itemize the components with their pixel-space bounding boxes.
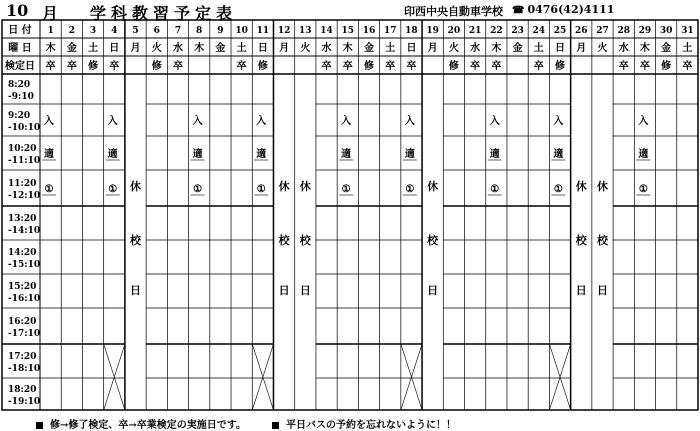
day-exam-mark: 修 <box>151 61 162 72</box>
holiday-label: 休 <box>299 180 311 193</box>
day-exam-mark: 修 <box>364 61 374 72</box>
slot-end-time: -10:10 <box>8 123 41 133</box>
class-mark: 適 <box>256 149 267 160</box>
day-exam-mark: 卒 <box>639 61 650 72</box>
class-mark: 適 <box>553 149 564 160</box>
day-exam-mark: 修 <box>555 61 566 72</box>
class-mark: ① <box>341 184 351 195</box>
slot-end-time: -19:10 <box>8 397 41 407</box>
class-mark: ① <box>108 184 118 195</box>
row-label-weekday: 曜 日 <box>8 43 32 54</box>
slot-start-time: 15:20 <box>8 282 37 292</box>
slot-end-time: -15:10 <box>8 260 41 270</box>
day-weekday: 月 <box>427 43 438 54</box>
day-weekday: 土 <box>533 43 544 54</box>
holiday-label: 日 <box>299 284 311 297</box>
day-weekday: 木 <box>45 43 56 54</box>
day-date: 20 <box>447 26 461 36</box>
day-date: 22 <box>490 26 503 36</box>
holiday-label: 校 <box>575 234 587 247</box>
day-exam-mark: 修 <box>88 61 99 72</box>
holiday-label: 日 <box>575 284 587 297</box>
day-date: 1 <box>47 26 54 36</box>
day-date: 17 <box>383 26 397 36</box>
day-weekday: 日 <box>257 43 268 54</box>
slot-start-time: 17:20 <box>8 352 37 362</box>
day-weekday: 火 <box>151 43 162 54</box>
class-mark: 入 <box>107 116 118 127</box>
class-mark: 入 <box>341 116 352 127</box>
class-mark: 入 <box>192 116 203 127</box>
row-label-exam: 検定日 <box>5 61 35 72</box>
day-weekday: 土 <box>236 43 247 54</box>
day-exam-mark: 卒 <box>470 61 481 72</box>
day-exam-mark: 卒 <box>321 61 332 72</box>
day-date: 26 <box>574 26 588 36</box>
legend-note-exams: 修→修了検定、卒→卒業検定の実施日です。 <box>50 420 246 431</box>
holiday-label: 日 <box>596 284 608 297</box>
day-weekday: 水 <box>470 43 481 54</box>
day-weekday: 木 <box>491 43 502 54</box>
day-exam-mark: 卒 <box>236 61 247 72</box>
month-number: 10 <box>6 1 29 20</box>
day-date: 3 <box>89 26 97 36</box>
phone-text: 0476(42)4111 <box>527 3 615 16</box>
holiday-label: 休 <box>575 180 587 193</box>
day-weekday: 土 <box>682 43 693 54</box>
day-exam-mark: 卒 <box>618 61 629 72</box>
day-date: 30 <box>659 26 673 36</box>
day-weekday: 日 <box>406 43 417 54</box>
slot-start-time: 10:20 <box>8 144 37 154</box>
day-date: 5 <box>132 26 139 36</box>
day-date: 15 <box>341 26 355 36</box>
holiday-label: 休 <box>596 180 608 193</box>
day-exam-mark: 卒 <box>682 61 693 72</box>
class-mark: 入 <box>489 116 500 127</box>
slot-start-time: 9:20 <box>8 111 31 121</box>
day-exam-mark: 卒 <box>45 61 56 72</box>
day-date: 7 <box>174 26 182 36</box>
slot-end-time: -14:10 <box>8 226 41 236</box>
class-mark: 入 <box>638 116 649 127</box>
holiday-label: 校 <box>130 234 142 247</box>
legend <box>36 416 456 431</box>
slot-end-time: -9:10 <box>8 92 34 102</box>
class-mark: 入 <box>256 116 267 127</box>
class-mark: 適 <box>192 149 203 160</box>
class-mark: 入 <box>404 116 415 127</box>
class-mark: 適 <box>404 149 415 160</box>
day-weekday: 金 <box>512 43 523 54</box>
class-mark: 適 <box>341 149 352 160</box>
slot-end-time: -11:10 <box>8 156 41 166</box>
class-mark: ① <box>256 184 266 195</box>
day-date: 2 <box>68 26 75 36</box>
month-unit: 月 <box>42 4 59 23</box>
class-mark: 適 <box>107 149 118 160</box>
slot-start-time: 8:20 <box>8 80 31 90</box>
day-weekday: 金 <box>66 43 77 54</box>
day-exam-mark: 卒 <box>491 61 502 72</box>
slot-end-time: -18:10 <box>8 364 41 374</box>
day-weekday: 木 <box>342 43 353 54</box>
day-weekday: 水 <box>618 43 629 54</box>
day-weekday: 水 <box>321 43 332 54</box>
slot-start-time: 16:20 <box>8 317 37 327</box>
day-date: 29 <box>638 26 652 36</box>
holiday-label: 日 <box>130 284 142 297</box>
day-exam-mark: 卒 <box>533 61 544 72</box>
day-exam-mark: 修 <box>448 61 459 72</box>
day-date: 14 <box>320 26 333 36</box>
slot-start-time: 18:20 <box>8 385 37 395</box>
day-weekday: 月 <box>130 43 141 54</box>
schedule-title: 学科教習予定表 <box>90 4 238 23</box>
day-date: 6 <box>153 26 160 36</box>
day-exam-mark: 卒 <box>172 61 183 72</box>
holiday-label: 休 <box>427 180 439 193</box>
class-mark: ① <box>193 184 203 195</box>
holiday-label: 校 <box>596 234 608 247</box>
day-date: 8 <box>196 26 203 36</box>
class-mark: ① <box>405 184 415 195</box>
day-weekday: 月 <box>279 43 290 54</box>
day-weekday: 火 <box>300 43 311 54</box>
class-mark: 入 <box>44 116 54 127</box>
day-weekday: 火 <box>597 43 608 54</box>
day-date: 18 <box>405 26 418 36</box>
day-date: 10 <box>235 26 248 36</box>
slot-end-time: -12:10 <box>8 191 41 201</box>
day-exam-mark: 卒 <box>66 61 77 72</box>
day-weekday: 木 <box>639 43 650 54</box>
day-date: 4 <box>111 26 118 36</box>
holiday-label: 校 <box>299 234 311 247</box>
day-date: 11 <box>256 26 270 36</box>
day-weekday: 金 <box>215 43 226 54</box>
day-weekday: 土 <box>88 43 99 54</box>
holiday-label: 休 <box>130 180 142 193</box>
class-mark: 適 <box>638 149 649 160</box>
day-date: 9 <box>217 26 224 36</box>
day-date: 24 <box>532 26 546 36</box>
slot-start-time: 13:20 <box>8 214 37 224</box>
day-date: 16 <box>362 26 376 36</box>
day-date: 31 <box>681 26 694 36</box>
day-date: 13 <box>299 26 312 36</box>
class-mark: ① <box>638 184 648 195</box>
row-label-date: 日 付 <box>8 25 32 36</box>
class-mark: ① <box>44 184 54 195</box>
day-date: 25 <box>553 26 567 36</box>
day-weekday: 木 <box>194 43 205 54</box>
slot-start-time: 11:20 <box>8 179 37 189</box>
day-weekday: 日 <box>109 43 120 54</box>
day-date: 27 <box>596 26 609 36</box>
holiday-label: 日 <box>278 284 290 297</box>
legend-bullet-icon <box>272 422 279 429</box>
day-date: 21 <box>468 26 482 36</box>
day-exam-mark: 卒 <box>406 61 417 72</box>
holiday-label: 校 <box>278 234 290 247</box>
slot-end-time: -17:10 <box>8 329 41 339</box>
class-mark: ① <box>553 184 563 195</box>
day-weekday: 火 <box>448 43 459 54</box>
day-weekday: 日 <box>555 43 566 54</box>
class-mark: ① <box>490 184 500 195</box>
slot-end-time: -16:10 <box>8 294 41 304</box>
slot-start-time: 14:20 <box>8 248 37 258</box>
day-date: 12 <box>277 26 291 36</box>
day-exam-mark: 卒 <box>342 61 353 72</box>
telephone-icon: ☎ <box>512 5 525 16</box>
class-mark: 適 <box>489 149 500 160</box>
holiday-label: 休 <box>278 180 290 193</box>
day-weekday: 金 <box>661 43 672 54</box>
day-weekday: 月 <box>576 43 587 54</box>
day-date: 19 <box>426 26 439 36</box>
class-mark: 適 <box>44 149 54 160</box>
class-mark: 入 <box>553 116 564 127</box>
day-weekday: 土 <box>385 43 396 54</box>
day-date: 23 <box>511 26 524 36</box>
holiday-label: 校 <box>427 234 439 247</box>
day-date: 28 <box>617 26 630 36</box>
day-exam-mark: 卒 <box>385 61 396 72</box>
holiday-label: 日 <box>427 284 439 297</box>
day-exam-mark: 修 <box>257 61 268 72</box>
day-weekday: 水 <box>172 43 183 54</box>
day-weekday: 金 <box>364 43 374 54</box>
school-name: 印西中央自動車学校 <box>404 5 503 18</box>
legend-bullet-icon <box>36 422 43 429</box>
day-exam-mark: 卒 <box>109 61 120 72</box>
day-exam-mark: 修 <box>661 61 672 72</box>
legend-note-bus: 平日バスの予約を忘れないように！！ <box>285 420 456 431</box>
